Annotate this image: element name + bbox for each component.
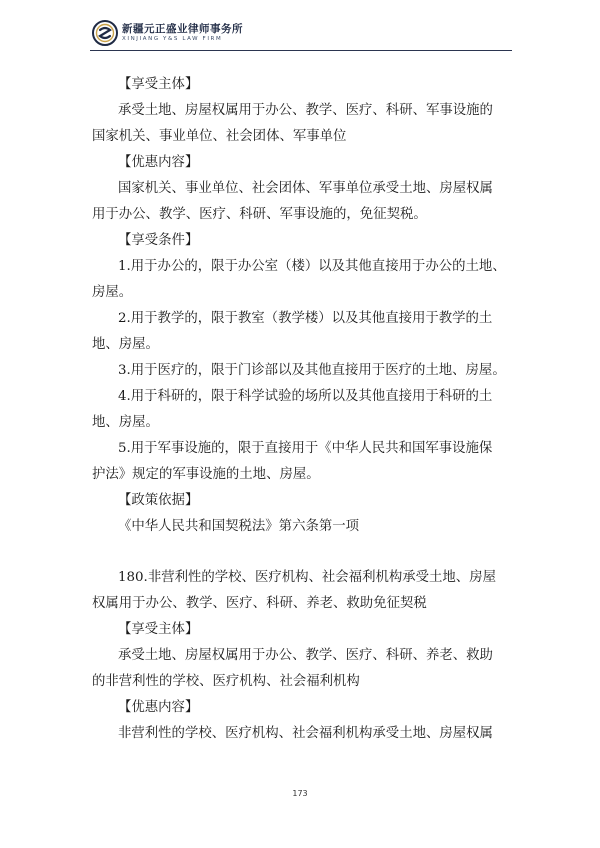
body-line: 非营利性的学校、医疗机构、社会福利机构承受土地、房屋权属 — [118, 726, 493, 741]
firm-name-cn: 新疆元正盛业律师事务所 — [122, 23, 243, 35]
body-line: 2.用于教学的，限于教室（教学楼）以及其他直接用于教学的土 — [118, 311, 493, 326]
body-line: 4.用于科研的，限于科学试验的场所以及其他直接用于科研的土 — [118, 389, 493, 404]
body-line: 国家机关、事业单位、社会团体、军事单位 — [92, 129, 347, 144]
body-line: 【优惠内容】 — [118, 700, 199, 715]
body-line: 【享受条件】 — [118, 233, 199, 248]
firm-logo-icon — [92, 20, 118, 46]
body-line: 1.用于办公的，限于办公室（楼）以及其他直接用于办公的土地、 — [118, 259, 506, 274]
body-line: 承受土地、房屋权属用于办公、教学、医疗、科研、养老、救助 — [118, 648, 493, 663]
header-divider — [90, 50, 512, 51]
page-header — [92, 18, 512, 50]
body-line: 的非营利性的学校、医疗机构、社会福利机构 — [92, 674, 360, 689]
body-line: 【政策依据】 — [118, 493, 199, 508]
body-line: 《中华人民共和国契税法》第六条第一项 — [118, 519, 360, 534]
body-line: 护法》规定的军事设施的土地、房屋。 — [92, 467, 320, 482]
body-line: 【优惠内容】 — [118, 155, 199, 170]
body-line: 地、房屋。 — [92, 337, 159, 352]
firm-name-en: XINJIANG Y&S LAW FIRM — [122, 36, 223, 42]
body-line: 房屋。 — [92, 285, 133, 300]
body-line: 权属用于办公、教学、医疗、科研、养老、救助免征契税 — [92, 596, 427, 611]
page-number: 173 — [292, 789, 308, 798]
body-line: 180.非营利性的学校、医疗机构、社会福利机构承受土地、房屋 — [118, 570, 496, 585]
body-line: 5.用于军事设施的，限于直接用于《中华人民共和国军事设施保 — [118, 441, 493, 456]
body-line: 用于办公、教学、医疗、科研、军事设施的，免征契税。 — [92, 207, 427, 222]
body-line: 地、房屋。 — [92, 415, 159, 430]
body-line: 国家机关、事业单位、社会团体、军事单位承受土地、房屋权属 — [118, 181, 493, 196]
body-line: 【享受主体】 — [118, 622, 199, 637]
body-line: 【享受主体】 — [118, 77, 199, 92]
body-line: 承受土地、房屋权属用于办公、教学、医疗、科研、军事设施的 — [118, 103, 493, 118]
body-line: 3.用于医疗的，限于门诊部以及其他直接用于医疗的土地、房屋。 — [118, 363, 506, 378]
